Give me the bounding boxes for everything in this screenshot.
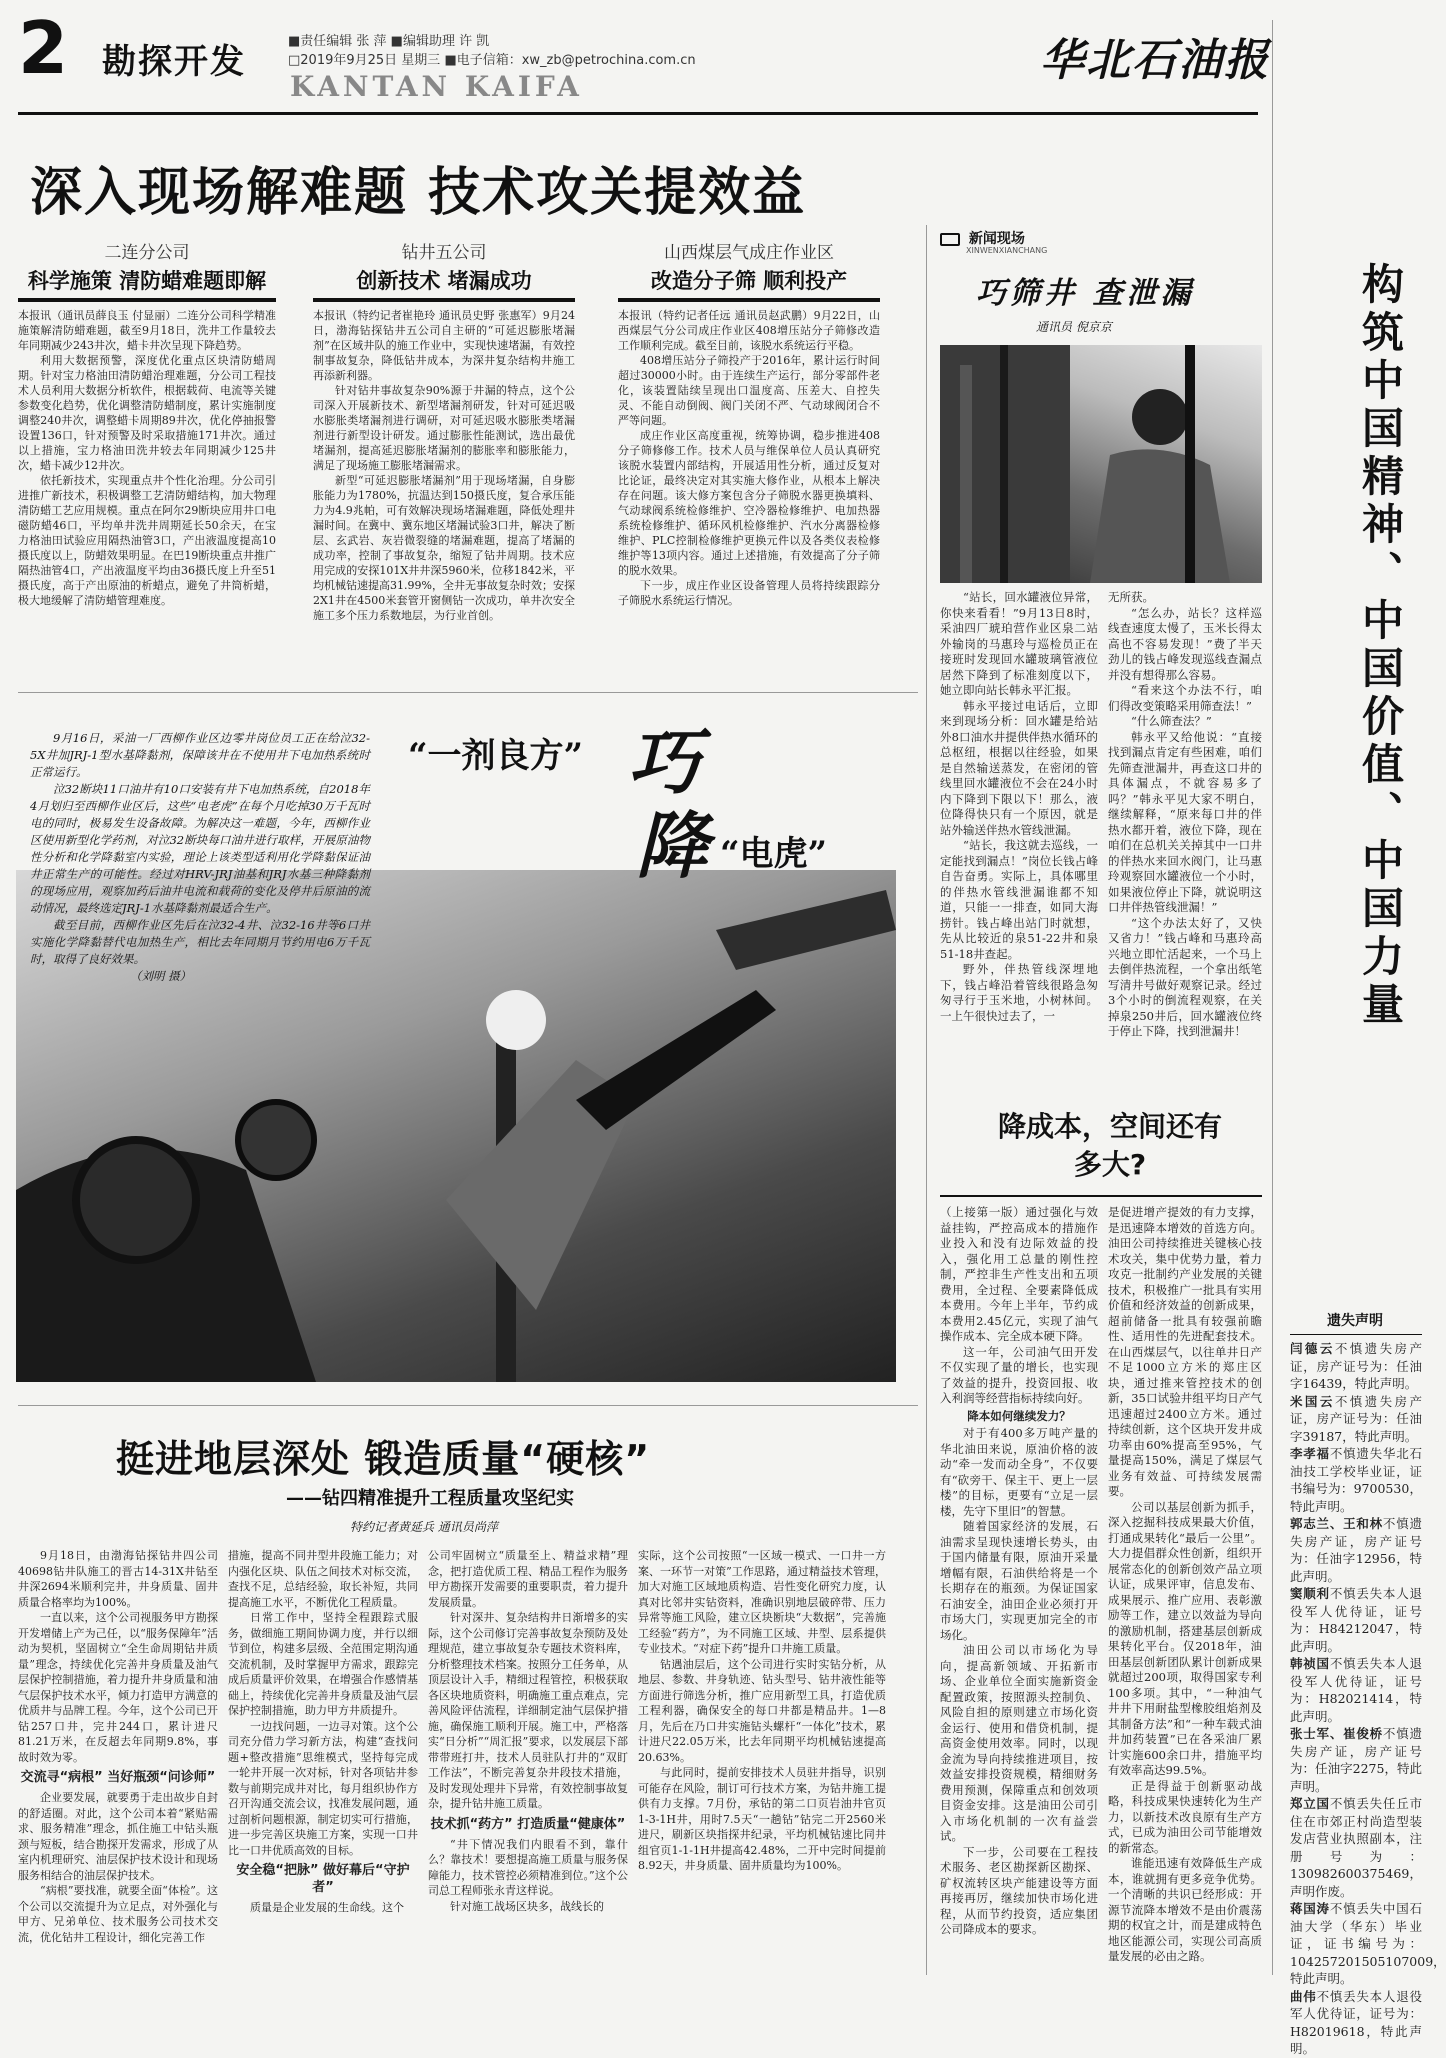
notice-item — [1290, 1585, 1422, 1655]
section-pinyin: KANTAN KAIFA — [290, 70, 583, 103]
notice-rule — [1290, 1334, 1422, 1335]
date-line: □2019年9月25日 星期三 ■电子信箱：xw_zb@petrochina.com.cn — [288, 53, 696, 68]
scene-para: “站长，我这就去巡线，一定能找到漏点！”岗位长钱占峰自告奋勇。实际上，具体哪里的伴热水管线泄漏谁都不知道，只能一一排查，如同大海捞针。钱占峰出站门时就想，先从比较近的泉51-22井和泉51-18井查起。 — [940, 838, 1098, 961]
notice-item — [1290, 1393, 1422, 1446]
main-headline: 深入现场解难题 技术攻关提效益 — [30, 163, 807, 223]
scene-para: “这个办法太好了，又快又省力！”钱占峰和马惠玲高兴地立即忙活起来，一个马上去倒伴热流程，一个拿出纸笔写清井号做好观察记录。经过3个小时的倒流程观察，在关掉泉250井后，回水罐液位终于停止下降，找到泄漏井！ — [1108, 915, 1262, 1038]
col1-unit: 二连分公司 — [104, 243, 190, 263]
notice-text: 不慎遗失房产证，房产证号为：任油字39187，特此声明。 — [1290, 1393, 1422, 1444]
col3-para: 成庄作业区高度重视，统筹协调，稳步推进408分子筛修修工作。技术人员与维保单位人员认真研究该脱水装置内部结构，开展适用性分析，通过反复对比论证，最终决定对其实施大修作业，从根本上解决存在问题。该大修方案包含分子筛脱水器更换填料、气动球阀系统检修维护、空冷器检修维护、电加热器系统检修维护、循环风机检修维护、汽水分离器检修维护、PLC控制检修维护更换元件以及各类仪表检修维护等13项内容。通过上述措施，有效提高了分子筛的脱水效果。 — [618, 429, 880, 577]
notice-name: 张士军、崔俊桥 — [1290, 1726, 1383, 1741]
cost-para: 油田公司以市场化为导向，提高新领域、开拓新市场、企业单位全面实施新资金配置政策，按照源头控制负、风险自担的原则建立市场化资金运行、使用和借贷机制，提高资金使用效率。同时，以现金流为导向持续推进项目，按效益安排投资规模，精细财务费用预测，保障重点和创效项目资金安排。这是油田公司引入市场化机制的一次有益尝试。 — [940, 1643, 1098, 1843]
cost-para: 这一年，公司油气田开发不仅实现了量的增长，也实现了效益的提升，投资回报、收入利润等经营指标持续向好。 — [940, 1344, 1098, 1405]
col3-para: 本报讯（特约记者任远 通讯员赵武鹏）9月22日，山西煤层气分公司成庄作业区408增压站分子筛修改造工作顺利完成。截至目前，该脱水系统运行平稳。 — [618, 309, 880, 352]
col2-body — [313, 308, 575, 668]
news-scene-text: 新闻现场 — [968, 231, 1025, 247]
cost-para: 谁能迅速有效降低生产成本，谁就拥有更多竞争优势。一个清晰的共识已经形成：开源节流降本增效不是由价震荡期的权宜之计，而是建成特色地区能源公司，实现公司高质量发展的必由之路。 — [1108, 1856, 1262, 1963]
drill-byline: 特约记者黄延兵 通讯员尚萍 — [350, 1520, 498, 1534]
divider-h — [18, 692, 918, 693]
col3-para: 下一步，成庄作业区设备管理人员将持续跟踪分子筛脱水系统运行情况。 — [618, 579, 880, 607]
caption-credit: （刘明 摄） — [130, 969, 192, 983]
caption-para: 截至目前，西柳作业区先后在泣32-4井、泣32-16井等6口井实施化学降黏替代电加热生产，相比去年同期月节约用电6万千瓦时，取得了良好效果。 — [30, 918, 370, 966]
slogan-text: 构筑中国精神、中国价值、中国力量 — [1356, 262, 1405, 1030]
col1-para: 本报讯（通讯员薛良玉 付显丽）二连分公司科学精准施策解清防蜡难题，截至9月18日，洗井工作量较去年同期减少243井次，蜡卡井次呈现下降趋势。 — [18, 309, 276, 352]
vertical-slogan — [1300, 262, 1410, 1062]
notice-item — [1290, 1655, 1422, 1725]
article-col1 — [18, 238, 276, 668]
cost-col-a — [940, 1205, 1098, 1977]
drill-title: 挺进地层深处 锻造质量“硬核” — [116, 1437, 651, 1481]
cost-para: 正是得益于创新驱动战略，科技成果快速转化为生产力，以新技术改良原有生产方式，已成为油田公司节能增效的新常态。 — [1108, 1778, 1262, 1855]
notice-item — [1290, 1795, 1422, 1900]
col3-para: 408增压站分子筛投产于2016年，累计运行时间超过30000小时。由于连续生产运行，部分零部件老化，该装置陆续呈现出口温度高、压差大、自控失灵、不能自动倒阀、阀门关闭不严、气动球阀闭合不严等问题。 — [618, 354, 880, 427]
drill-para: 与此同时，提前安排技术人员驻井指导，识别可能存在风险，制订可行技术方案，为钻井施工提供有力支撑。7月份，承钻的第二口页岩油井官页1-3-1H井，用时7.5天“一趟钻”钻完二开2560米进尺，刷新区块指探井纪录，平均机械钻速比同井组官页1-1-1H井提高42.48%，二开中完时间提前8.92天，井身质量、固井质量均为100%。 — [638, 1766, 886, 1872]
col2-para: 新型“可延迟膨胀堵漏剂”用于现场堵漏，自身膨胀能力为1780%，抗温达到150摄氏度，复合承压能力为4.9兆帕，可有效解决现场堵漏难题，降低处理井漏时间。在冀中、冀东地区堵漏试验3口井，解决了断层、玄武岩、灰岩微裂缝的堵漏难题，提高了堵漏的成功率，控制了事故复杂，缩短了钻井周期。技术应用完成的安探101X井井深5960米，位移1842米，平均机械钻速提高31.99%，全井无事故复杂时效；安探2X1井在4500米套管开窗侧钻一次成功，单井次安全施工多个压力系数地层，为行业首创。 — [313, 474, 575, 622]
news-scene-label-en: XINWENXIANCHANG — [966, 246, 1048, 255]
notice-title: 遗失声明 — [1327, 1313, 1383, 1329]
page-number: 2 — [18, 6, 69, 90]
notice-item — [1290, 1340, 1422, 1393]
scene-para: “站长，回水罐液位异常，你快来看看！”9月13日8时，采油四厂琥珀营作业区泉二站外输岗的马惠玲与巡检员正在接班时发现回水罐玻璃管液位居然下降到了标准刻度以下，她立即向站长韩永平汇报。 — [940, 590, 1098, 697]
drill-para: 针对深井、复杂结构井日渐增多的实际，这个公司修订完善事故复杂预防及处理规范，建立事故复杂专题技术资料库，分析整理技术档案。按照分工任务单，从顶层设计入手，精细过程管控，积极获取各区块地质资料，明确施工重点难点，完善风险评估流程，详细制定油气层保护措施，确保施工顺利开展。施工中，严格落实“日分析”“周汇报”要求，以发展层下部带带班打井，技术人员驻队打井的“双盯工作法”，不断完善复杂井段技术措施，及时发现处理井下异常，有效控制事故复杂，提升钻井施工质量。 — [428, 1611, 628, 1810]
notice-text: 不慎丢失本人退役军人优待证，证号为：H84212047，特此声明。 — [1290, 1586, 1422, 1654]
notice-name: 米国云 — [1290, 1393, 1335, 1409]
news-scene-label — [940, 228, 1025, 248]
news-scene-col-b — [1108, 590, 1262, 1085]
drill-para: 措施，提高不同井型井段施工能力；对内强化区块、队伍之间技术对标交流，查找不足，总结经验，取长补短，共同提高施工水平，不断优化工程质量。 — [228, 1549, 418, 1609]
notice-name: 蒋国涛 — [1290, 1901, 1330, 1916]
notice-text: 不慎遗失房产证，房产证号为：任油字16439，特此声明。 — [1290, 1341, 1422, 1391]
cost-para: 是促进增产提效的有力支撑，是迅速降本增效的首选方向。油田公司持续推进关键核心技术攻关，集中优势力量，着力攻克一批制约产业发展的关键技术，积极推广一批具有实用价值和经济效益的创新成果，超前储备一批具有较强前瞻性、适用性的先进配套技术。在山西煤层气，以往单井日产不足1000立方米的郑庄区块，通过推来管控技术的创新，35口试验井组平均日产气迅速超过2400立方米。通过持续创新，这个区块开发井成功率由60%提高至95%，气量提高150%，满足了煤层气业务有效益、可持续发展需要。 — [1108, 1205, 1262, 1498]
drill-col-b — [228, 1548, 418, 1978]
news-scene-title: 巧筛井 查泄漏 — [976, 276, 1195, 311]
col1-para: 依托新技术，实现重点井个性化治理。分公司引进推广新技术，积极调整工艺清防蜡结构，加大物理清防蜡工艺应用规模。重点在阿尔29断块应用井口电磁防蜡46口，平均单井洗井周期延长50余天，在宝力格油田试验应用隔热油管3口，产出液温度提高10摄氏度以上，防蜡效果明显。在巴19断块重点井推广隔热油管4口，产出液温度平均由36摄氏度上升至51摄氏度，高于产出原油的析蜡点，避免了井筒析蜡，极大地缓解了清防蜡管理难度。 — [18, 474, 276, 607]
photo-title-c: 降 — [636, 803, 709, 888]
scene-para: “怎么办，站长？这样巡线查速度太慢了，玉米长得太高也不容易发现！”费了半天劲儿的钱占峰发现巡线查漏点并没有想得那么容易。 — [1108, 605, 1262, 682]
divider-v2 — [1272, 20, 1273, 1975]
photo-title-a: “一剂良方” — [408, 736, 584, 776]
notice-text: 不慎丢失任丘市住在市郊正村尚造型装发店营业执照副本，注册号为：130982600375469，声明作废。 — [1290, 1796, 1422, 1899]
notice-item — [1290, 1900, 1446, 1988]
scene-para: “什么筛查法？” — [1131, 714, 1212, 728]
photo-title-b: 巧 — [628, 719, 701, 804]
col2-rule — [313, 298, 575, 302]
divider-v1 — [926, 225, 927, 1975]
drill-subhead-2: 安全稳“把脉” 做好幕后“守护者” — [236, 1863, 410, 1895]
scene-para: 韩永平又给他说：“直接找到漏点肯定有些困难，咱们先筛查泄漏井，再查这口井的具体漏点，不就容易多了吗？”韩永平见大家不明白，继续解释，“原来每口井的伴热水都开着，液位下降，现在咱们在总机关关掉其中一口井的伴热水来回水阀门，让马惠玲观察回水罐液位一个小时，如果液位停止下降，就说明这口井伴热管线泄漏！” — [1108, 729, 1262, 914]
news-scene-col-a — [940, 590, 1098, 1085]
cost-para: （上接第一版）通过强化与效益挂钩，严控高成本的措施作业投入和没有边际效益的投入，强化用工总量的刚性控制，严控非生产性支出和五项费用，全过程、全要素降低成本费用。今年上半年，节约成本费用2.45亿元，实现了油气操作成本、完全成本硬下降。 — [940, 1205, 1098, 1343]
notice-text: 不慎丢失本人退役军人优待证，证号为：H82019618，特此声明。 — [1290, 1988, 1422, 2056]
photo-title-d: “电虎” — [720, 834, 828, 874]
col1-title: 科学施策 清防蜡难题即解 — [27, 269, 267, 293]
drill-para: 公司牢固树立“质量至上、精益求精”理念，把打造优质工程、精品工程作为服务甲方勘探开发需要的重要职责，着力提升发展质量。 — [428, 1549, 628, 1609]
article-col2 — [313, 238, 575, 668]
col3-title: 改造分子筛 顺利投产 — [650, 269, 848, 293]
drill-para: “病根”要找准，就要全面“体检”。这个公司以交流提升为立足点，对外强化与甲方、兄弟单位、技术服务公司技术交流，优化钻井工程设计，细化完善工作 — [18, 1884, 218, 1944]
cost-para: 公司以基层创新为抓手，深入挖掘科技成果最大价值，打通成果转化“最后一公里”。大力提倡群众性创新，组织开展常态化的创新创效产品立项认证，成果评审，信息发布、成果展示、推广应用、表彰激励等工作，建立以效益为导向的激励机制，搭建基层创新成果转化平台。仅2018年，油田基层创新团队累计创新成果就超过200项，取得国家专利100多项。其中，“一种油气井井下用耐盐型橡胶组焰剂及其制备方法”和“一种车载式油井加药装置”已在各采油厂累计实施600余口井，措施平均有效率高达99.5%。 — [1108, 1499, 1262, 1777]
divider-h2 — [18, 1405, 918, 1406]
drill-para: 实际，这个公司按照“一区域一模式、一口井一方案、一环节一对策”工作思路，通过精益技术管理，加大对施工区域地质构造、岩性变化研究力度，认真对比邻井实钻资料，准确识别地层破碎带、压力异常等施工风险，建立区块断块“大数据”，完善施工经验“药方”，为不同施工区域、井型、层系提供专业技术。“对症下药”提升口井施工质量。 — [638, 1549, 886, 1655]
notice-text: 不慎丢失中国石油大学（华东）毕业证，证书编号为：104257201505107009，特此声明。 — [1290, 1901, 1446, 1986]
caption-para: 泣32断块11口油井有10口安装有井下电加热系统，自2018年4月划归至西柳作业区后，这些“电老虎”在每个月吃掉30万千瓦时电的同时，极易发生设备故障。为解决这一难题，今年，西柳作业区使用新型化学药剂，对泣32断块每口油井进行取样，开展原油物性分析和化学降黏室内实验，理论上该类型适利用化学降黏保证油井正常生产的可能性。经过对HRV-JRJ油基和JRJ水基三种降黏剂的现场应用，观察加药后油井电流和载荷的变化及停井后原油的流动情况，最终选定JRJ-1水基降黏剂最适合生产。 — [30, 782, 370, 915]
notice-text: 不慎遗失房产证，房产证号为：任油字2275，特此声明。 — [1290, 1726, 1422, 1794]
news-photo-art — [940, 345, 1262, 583]
notice-item — [1290, 1515, 1422, 1585]
editor-line: ■责任编辑 张 萍 ■编辑助理 许 凯 — [288, 34, 490, 49]
col1-para: 利用大数据预警，深度优化重点区块清防蜡周期。针对宝力格油田清防蜡治理难题，分公司工程技术人员利用大数据分析软件，根据载荷、电流等关键参数变化趋势，优化调整清防蜡制度，累计实施制度调整240井次，调整蜡卡周期89井次，优化停抽报警设置136口，针对预警及时采取措施171井次。通过以上措施，宝力格油田洗井较去年同期减少125井次，蜡卡减少12井次。 — [18, 354, 276, 472]
notice-name: 李孝福 — [1290, 1446, 1330, 1461]
photo-caption — [30, 730, 370, 1270]
camera-icon — [940, 233, 960, 246]
notice-item — [1290, 1725, 1422, 1795]
cost-subhead: 降本如何继续发力？ — [967, 1408, 1071, 1423]
cost-col-b — [1108, 1205, 1262, 1977]
notice-name: 闫德云 — [1290, 1341, 1335, 1356]
col3-rule — [618, 298, 880, 302]
notice-name: 窦顺利 — [1290, 1586, 1330, 1601]
drill-subtitle: ——钻四精准提升工程质量攻坚纪实 — [286, 1488, 574, 1509]
notice-text: 不慎遗失华北石油技工学校毕业证，证书编号为：9700530，特此声明。 — [1290, 1446, 1422, 1514]
caption-para: 9月16日，采油一厂西柳作业区边零井岗位员工正在给泣32-5X井加JRJ-1型水基降黏剂，保障该井在不使用井下电加热系统时正常运行。 — [30, 731, 370, 779]
cost-title-text: 降成本，空间还有多大? — [997, 1110, 1222, 1181]
notice-name: 韩祯国 — [1290, 1656, 1330, 1671]
col2-unit: 钻井五公司 — [401, 243, 487, 263]
notice-text: 不慎遗失房产证，房产证号为：任油字12956，特此声明。 — [1290, 1516, 1422, 1584]
col3-unit: 山西煤层气成庄作业区 — [664, 243, 834, 263]
drill-para: 一直以来，这个公司视服务甲方勘探开发增储上产为己任，以“服务保障年”活动为契机，坚固树立“全生命周期钻井质量”理念，持续优化完善井身质量及油气层保护控制措施，着力提升井身质量和油气层保护技术水平，倾力打造甲方满意的优质井与品牌工程。今年，这个公司已开钻257口井，完井244口，累计进尺81.21万米，在反超去年同期9.8%，事故时效为零。 — [18, 1611, 218, 1764]
drill-col-c — [428, 1548, 628, 1978]
drill-para: 一边找问题，一边寻对策。这个公司充分借力学习新方法，构建“查找问题+整改措施”思维模式，坚持每完成一轮井开展一次对标，针对各项钻井参数与前期完成井对比，每月组织协作方召开沟通交流会议，找准发展问题，通过剖析问题根源，制定切实可行措施，进一步完善区块施工方案，实现一口井比一口井优质高效的目标。 — [228, 1719, 418, 1857]
newspaper-logo: 华北石油报 — [1040, 35, 1270, 86]
cost-para: 随着国家经济的发展，石油需求呈现快速增长势头，由于国内储量有限，原油开采量增幅有限，石油供给将是一个长期存在的瓶颈。为保证国家石油安全，油田企业必须打开市场大门，实现更加完全的市场化。 — [940, 1519, 1098, 1642]
cost-title — [990, 1108, 1230, 1184]
drill-subhead-3: 技术抓“药方” 打造质量“健康体” — [430, 1816, 626, 1832]
col1-body — [18, 308, 276, 668]
photo-news-scene — [940, 345, 1262, 583]
notice-name: 郑立国 — [1290, 1796, 1330, 1811]
drill-para: 9月18日，由渤海钻探钻井四公司40698钻井队施工的晋古14-31X井钻至井深2694米顺利完井，井身质量、固井质量合格率均为100%。 — [18, 1549, 218, 1609]
section-title: 勘探开发 — [102, 42, 246, 82]
col2-para: 本报讯（特约记者崔艳玲 通讯员史野 张惠军）9月24日，渤海钻探钻井五公司自主研的“可延迟膨胀堵漏剂”在区域井队的施工作业中，实现快速堵漏，有效控制事故复杂，降低钻井成本，为深井复杂结构井施工再添新利器。 — [313, 309, 575, 382]
drill-para: 质量是企业发展的生命线。这个 — [250, 1901, 404, 1914]
drill-para: “井下情况我们内眼看不到，靠什么？靠技术！要想提高施工质量与服务保障能力，技术管控必须精准到位。”这个公司总工程师张永青这样说。 — [428, 1837, 628, 1897]
notice-name: 郭志兰、王和林 — [1290, 1516, 1383, 1531]
cost-rule — [940, 1195, 1262, 1197]
scene-para: “看来这个办法不行，咱们得改变策略采用筛查法！” — [1108, 683, 1262, 713]
col2-title: 创新技术 堵漏成功 — [356, 269, 532, 293]
scene-para: 韩永平接过电话后，立即来到现场分析：回水罐是给站外8口油水井提供伴热水循环的总枢纽，根据以往经验，如果是自然输送蒸发，在密闭的管线里回水罐液位不会在24小时内下降到下限以下！那么，液位降得快只有一个原因，就是站外输送伴热水管线泄漏。 — [940, 698, 1098, 837]
scene-para: 无所获。 — [1108, 590, 1154, 604]
cost-para: 下一步，公司要在工程技术服务、老区勘探新区勘探、矿权流转区块产能建设等方面再接再厉，继续加快市场化进程，从而节约投资，适应集团公司降成本的要求。 — [940, 1844, 1098, 1936]
news-scene-byline: 通讯员 倪京京 — [1036, 320, 1112, 334]
col1-rule — [18, 298, 276, 302]
notice-text: 不慎丢失本人退役军人优待证，证号为：H82021414，特此声明。 — [1290, 1656, 1422, 1724]
cost-para: 对于有400多万吨产量的华北油田来说，原油价格的波动“牵一发而动全身”，不仅要有“砍旁干、保主干、更上一层楼”的目标，更要有“立足一层楼，先守下里旧”的智慧。 — [940, 1426, 1098, 1518]
drill-col-d — [638, 1548, 886, 1978]
drill-para: 针对施工战场区块多，战线长的 — [450, 1899, 604, 1913]
notice-name: 曲伟 — [1290, 1988, 1317, 2004]
col2-para: 针对钻井事故复杂90%源于井漏的特点，这个公司深入开展新技术、新型堵漏剂研发，针对可延迟吸水膨胀类堵漏剂进行调研，对可延迟吸水膨胀类堵漏剂进行新型设计研发。通过膨胀性能测试，选出最优堵漏剂，提高延迟膨胀堵漏剂的膨胀率和膨胀能力，满足了现场施工膨胀堵漏需求。 — [313, 384, 575, 472]
notice-item — [1290, 1988, 1422, 2058]
drill-col-a — [18, 1548, 218, 1978]
masthead-rule — [18, 112, 1258, 115]
notice-item — [1290, 1445, 1422, 1515]
scene-para: 野外，伴热管线深埋地下，钱占峰沿着管线很路急匆匆寻行于玉米地，小树林间。一上午很快过去了，一 — [940, 962, 1098, 1023]
drill-para: 企业要发展，就要勇于走出故步自封的舒适圈。对此，这个公司本着“紧贴需求、服务精准”理念，抓住施工中钻头瓶颈与短板，结合勘探开发需求，形成了从室内机理研究、油层保护技术设计和现场服务相结合的油层保护技术。 — [18, 1791, 218, 1882]
drill-subhead-1: 交流寻“病根” 当好瓶颈“问诊师” — [20, 1770, 216, 1785]
drill-para: 日常工作中，坚持全程跟踪式服务，做细施工期间协调力度，并行以细节到位，构建多层级、全范围定期沟通交流机制，及时掌握甲方需求，跟踪完成后质量评价效果，在增强合作感情基础上，持续优化完善井身质量及油气层保护控制措施，助力甲方井质提升。 — [228, 1611, 418, 1717]
col3-body — [618, 308, 880, 668]
notice-list — [1290, 1340, 1446, 2056]
article-col3 — [618, 238, 880, 668]
drill-para: 钻遇油层后，这个公司进行实时实钻分析，从地层、参数、井身轨迹、钻头型号、钻井液性能等方面进行筛选分析，推广应用新型工具，打造优质工程利器，确保安全的每口井都是精品井。1—8月，先后在乃口井实施钻头螺杆“一体化”技术，累计进尺22.05万米，比去年同期平均机械钻速提高20.63%。 — [638, 1657, 886, 1764]
